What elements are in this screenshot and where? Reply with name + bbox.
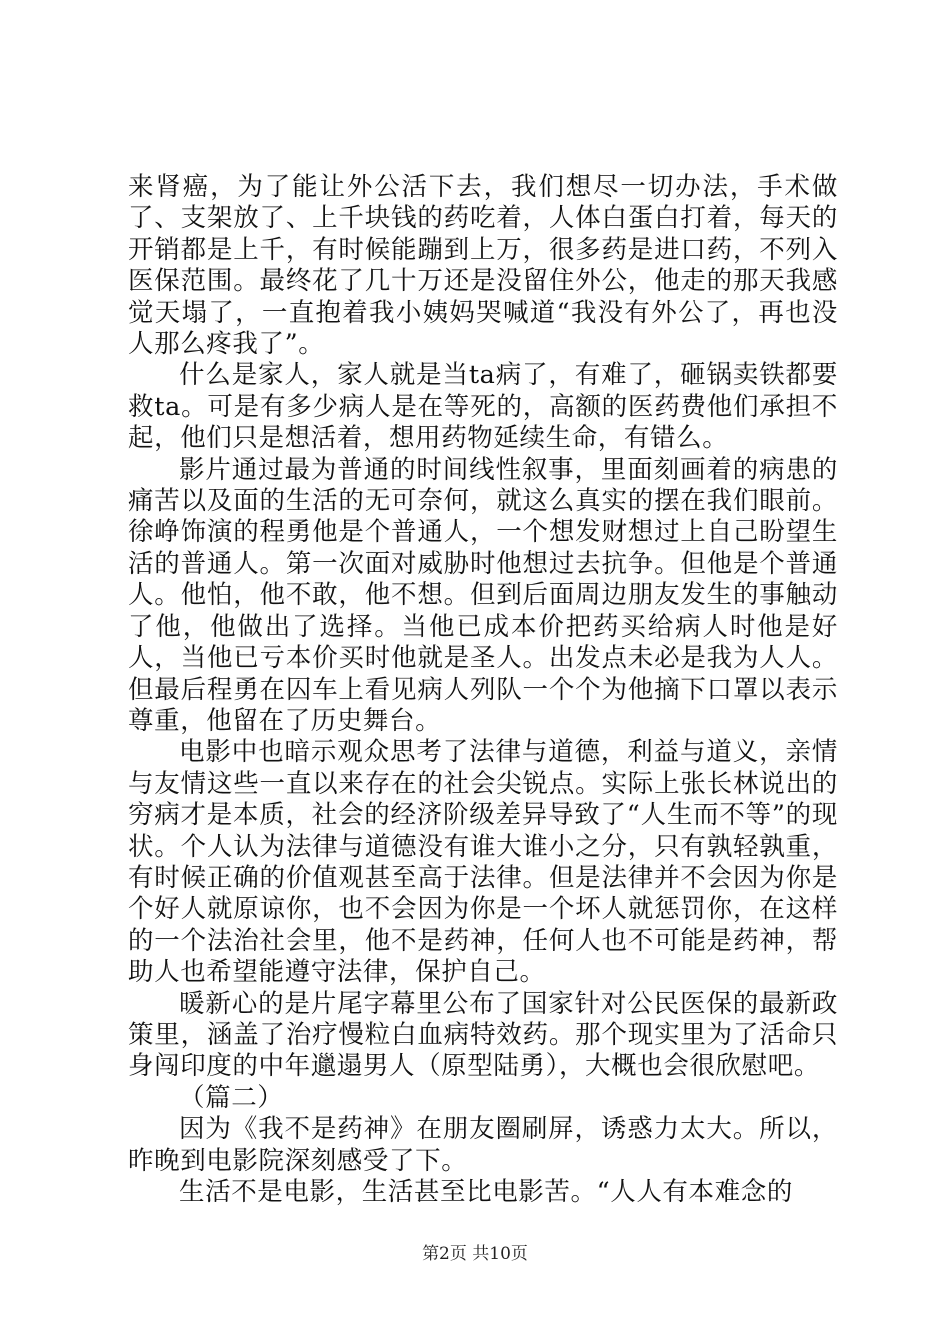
paragraph-life-not-movie: 生活不是电影，生活甚至比电影苦。“人人有本难念的: [179, 1177, 793, 1207]
page-number-footer: 第2页 共10页: [422, 1244, 528, 1264]
body-text: [128, 172, 838, 1208]
paragraph-continuation: 来肾癌，为了能让外公活下去，我们想尽一切办法，手术做了、支架放了、上千块钱的药吃着，人体白蛋白打着，每天的开销都是上千，有时候能蹦到上万，很多药是进口药，不列入医保范围。最终花了几十万还是没留住外公，他走的那天我感觉天塌了，一直抱着我小姨妈哭喊道“我没有外公了，再也没人那么疼我了”。: [128, 172, 838, 360]
paragraph-ending-credits: 暖新心的是片尾字幕里公布了国家针对公民医保的最新政策里，涵盖了治疗慢粒白血病特效药。那个现实里为了活命只身闯印度的中年邋遢男人（原型陆勇），大概也会很欣慰吧。: [128, 988, 838, 1082]
section-heading-part-two: （篇二）: [179, 1082, 284, 1113]
paragraph-law-morality: 电影中也暗示观众思考了法律与道德，利益与道义，亲情与友情这些一直以来存在的社会尖锐点。实际上张长林说出的穷病才是本质，社会的经济阶级差异导致了“人生而不等”的现状。个人认为法律与道德没有谁大谁小之分，只有孰轻孰重，有时候正确的价值观甚至高于法律。但是法律并不会因为你是个好人就原谅你，也不会因为你是一个坏人就惩罚你，在这样的一个法治社会里，他不是药神，任何人也不可能是药神，帮助人也希望能遵守法律，保护自己。: [128, 737, 838, 988]
paragraph-part-two-intro: 因为《我不是药神》在朋友圈刷屏，诱惑力太大。所以，昨晚到电影院深刻感受了下。: [128, 1114, 838, 1176]
paragraph-family: 什么是家人，家人就是当ta病了，有难了，砸锅卖铁都要救ta。可是有多少病人是在等死的，高额的医药费他们承担不起，他们只是想活着，想用药物延续生命，有错么。: [128, 360, 838, 454]
paragraph-film-narrative: 影片通过最为普通的时间线性叙事，里面刻画着的病患的痛苦以及面的生活的无可奈何，就这么真实的摆在我们眼前。徐峥饰演的程勇他是个普通人，一个想发财想过上自己盼望生活的普通人。第一次面对威胁时他想过去抗争。但他是个普通人。他怕，他不敢，他不想。但到后面周边朋友发生的事触动了他，他做出了选择。当他已成本价把药买给病人时他是好人，当他已亏本价买时他就是圣人。出发点未必是我为人人。但最后程勇在囚车上看见病人列队一个个为他摘下口罩以表示尊重，他留在了历史舞台。: [128, 454, 838, 736]
